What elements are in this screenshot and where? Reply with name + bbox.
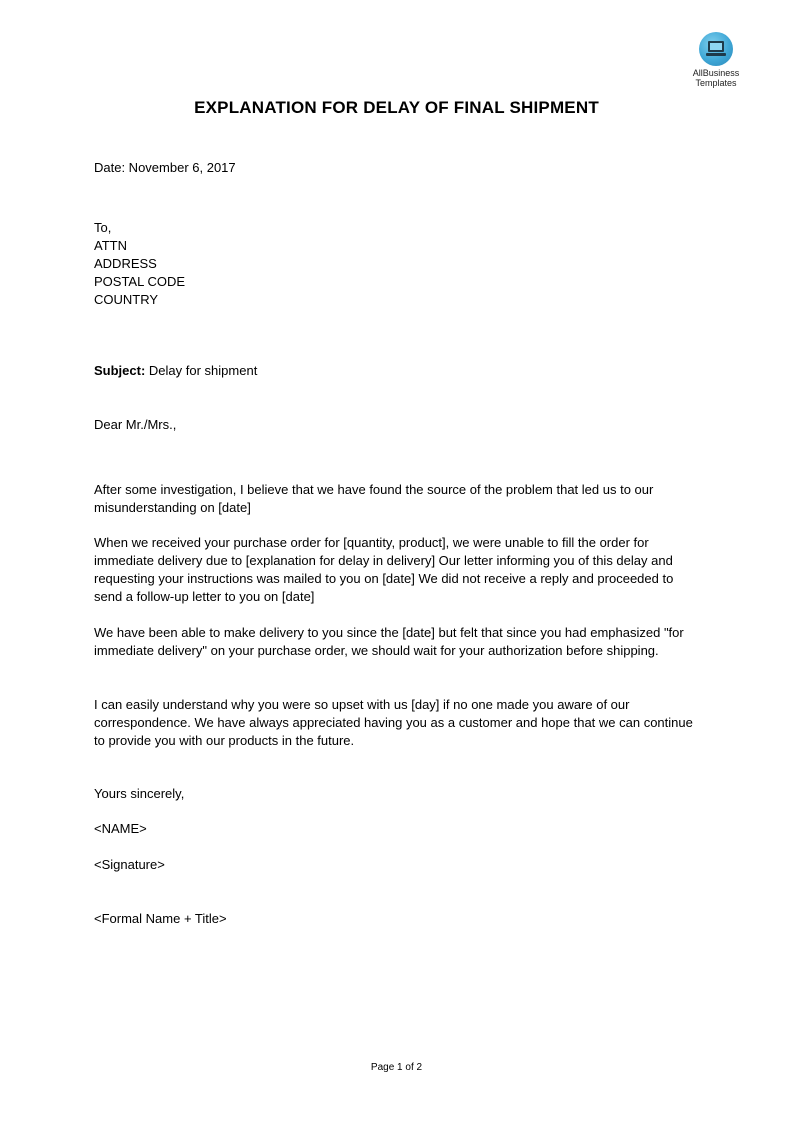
body-paragraph-3: We have been able to make delivery to you since the [date] but felt that since you had emphasized "for immediate delivery" on your purchase order, we should wait for your authorization before shipping. — [94, 625, 684, 658]
subject-line — [94, 363, 257, 378]
recipient-address: ADDRESS — [94, 256, 157, 271]
name-placeholder: <NAME> — [94, 821, 147, 836]
subject-label: Subject: — [94, 363, 146, 378]
salutation: Dear Mr./Mrs., — [94, 417, 177, 432]
laptop-icon — [699, 32, 733, 66]
logo-text-line2: Templates — [695, 78, 737, 88]
body-paragraph-1: After some investigation, I believe that we have found the source of the problem that led us to our misunderstanding on [date] — [94, 482, 654, 515]
formal-name-placeholder: <Formal Name + Title> — [94, 911, 227, 926]
document-title: EXPLANATION FOR DELAY OF FINAL SHIPMENT — [194, 98, 599, 117]
signature-placeholder: <Signature> — [94, 857, 165, 872]
recipient-country: COUNTRY — [94, 292, 159, 307]
recipient-to: To, — [94, 220, 112, 235]
recipient-postal-code: POSTAL CODE — [94, 274, 186, 289]
page-number: Page 1 of 2 — [370, 1062, 423, 1073]
closing: Yours sincerely, — [94, 786, 185, 801]
body-paragraph-2: When we received your purchase order for [quantity, product], we were unable to fill the order for immediate delivery due to [explanation for delay in delivery] Our letter informing you of this delay and requesting your instructions was mailed to you on [date] We did not receive a reply and proceeded to send a follow-up letter to you on [date] — [94, 535, 674, 604]
allbusiness-logo — [686, 32, 746, 88]
logo-text-line1: AllBusiness — [692, 68, 740, 78]
subject-text: Delay for shipment — [148, 363, 258, 378]
body-paragraph-4: I can easily understand why you were so upset with us [day] if no one made you aware of our correspondence. We have always appreciated having you as a customer and hope that we can continue to provide you with our products in the future. — [94, 697, 693, 748]
recipient-attn: ATTN — [94, 238, 127, 253]
date-line: Date: November 6, 2017 — [94, 160, 236, 175]
